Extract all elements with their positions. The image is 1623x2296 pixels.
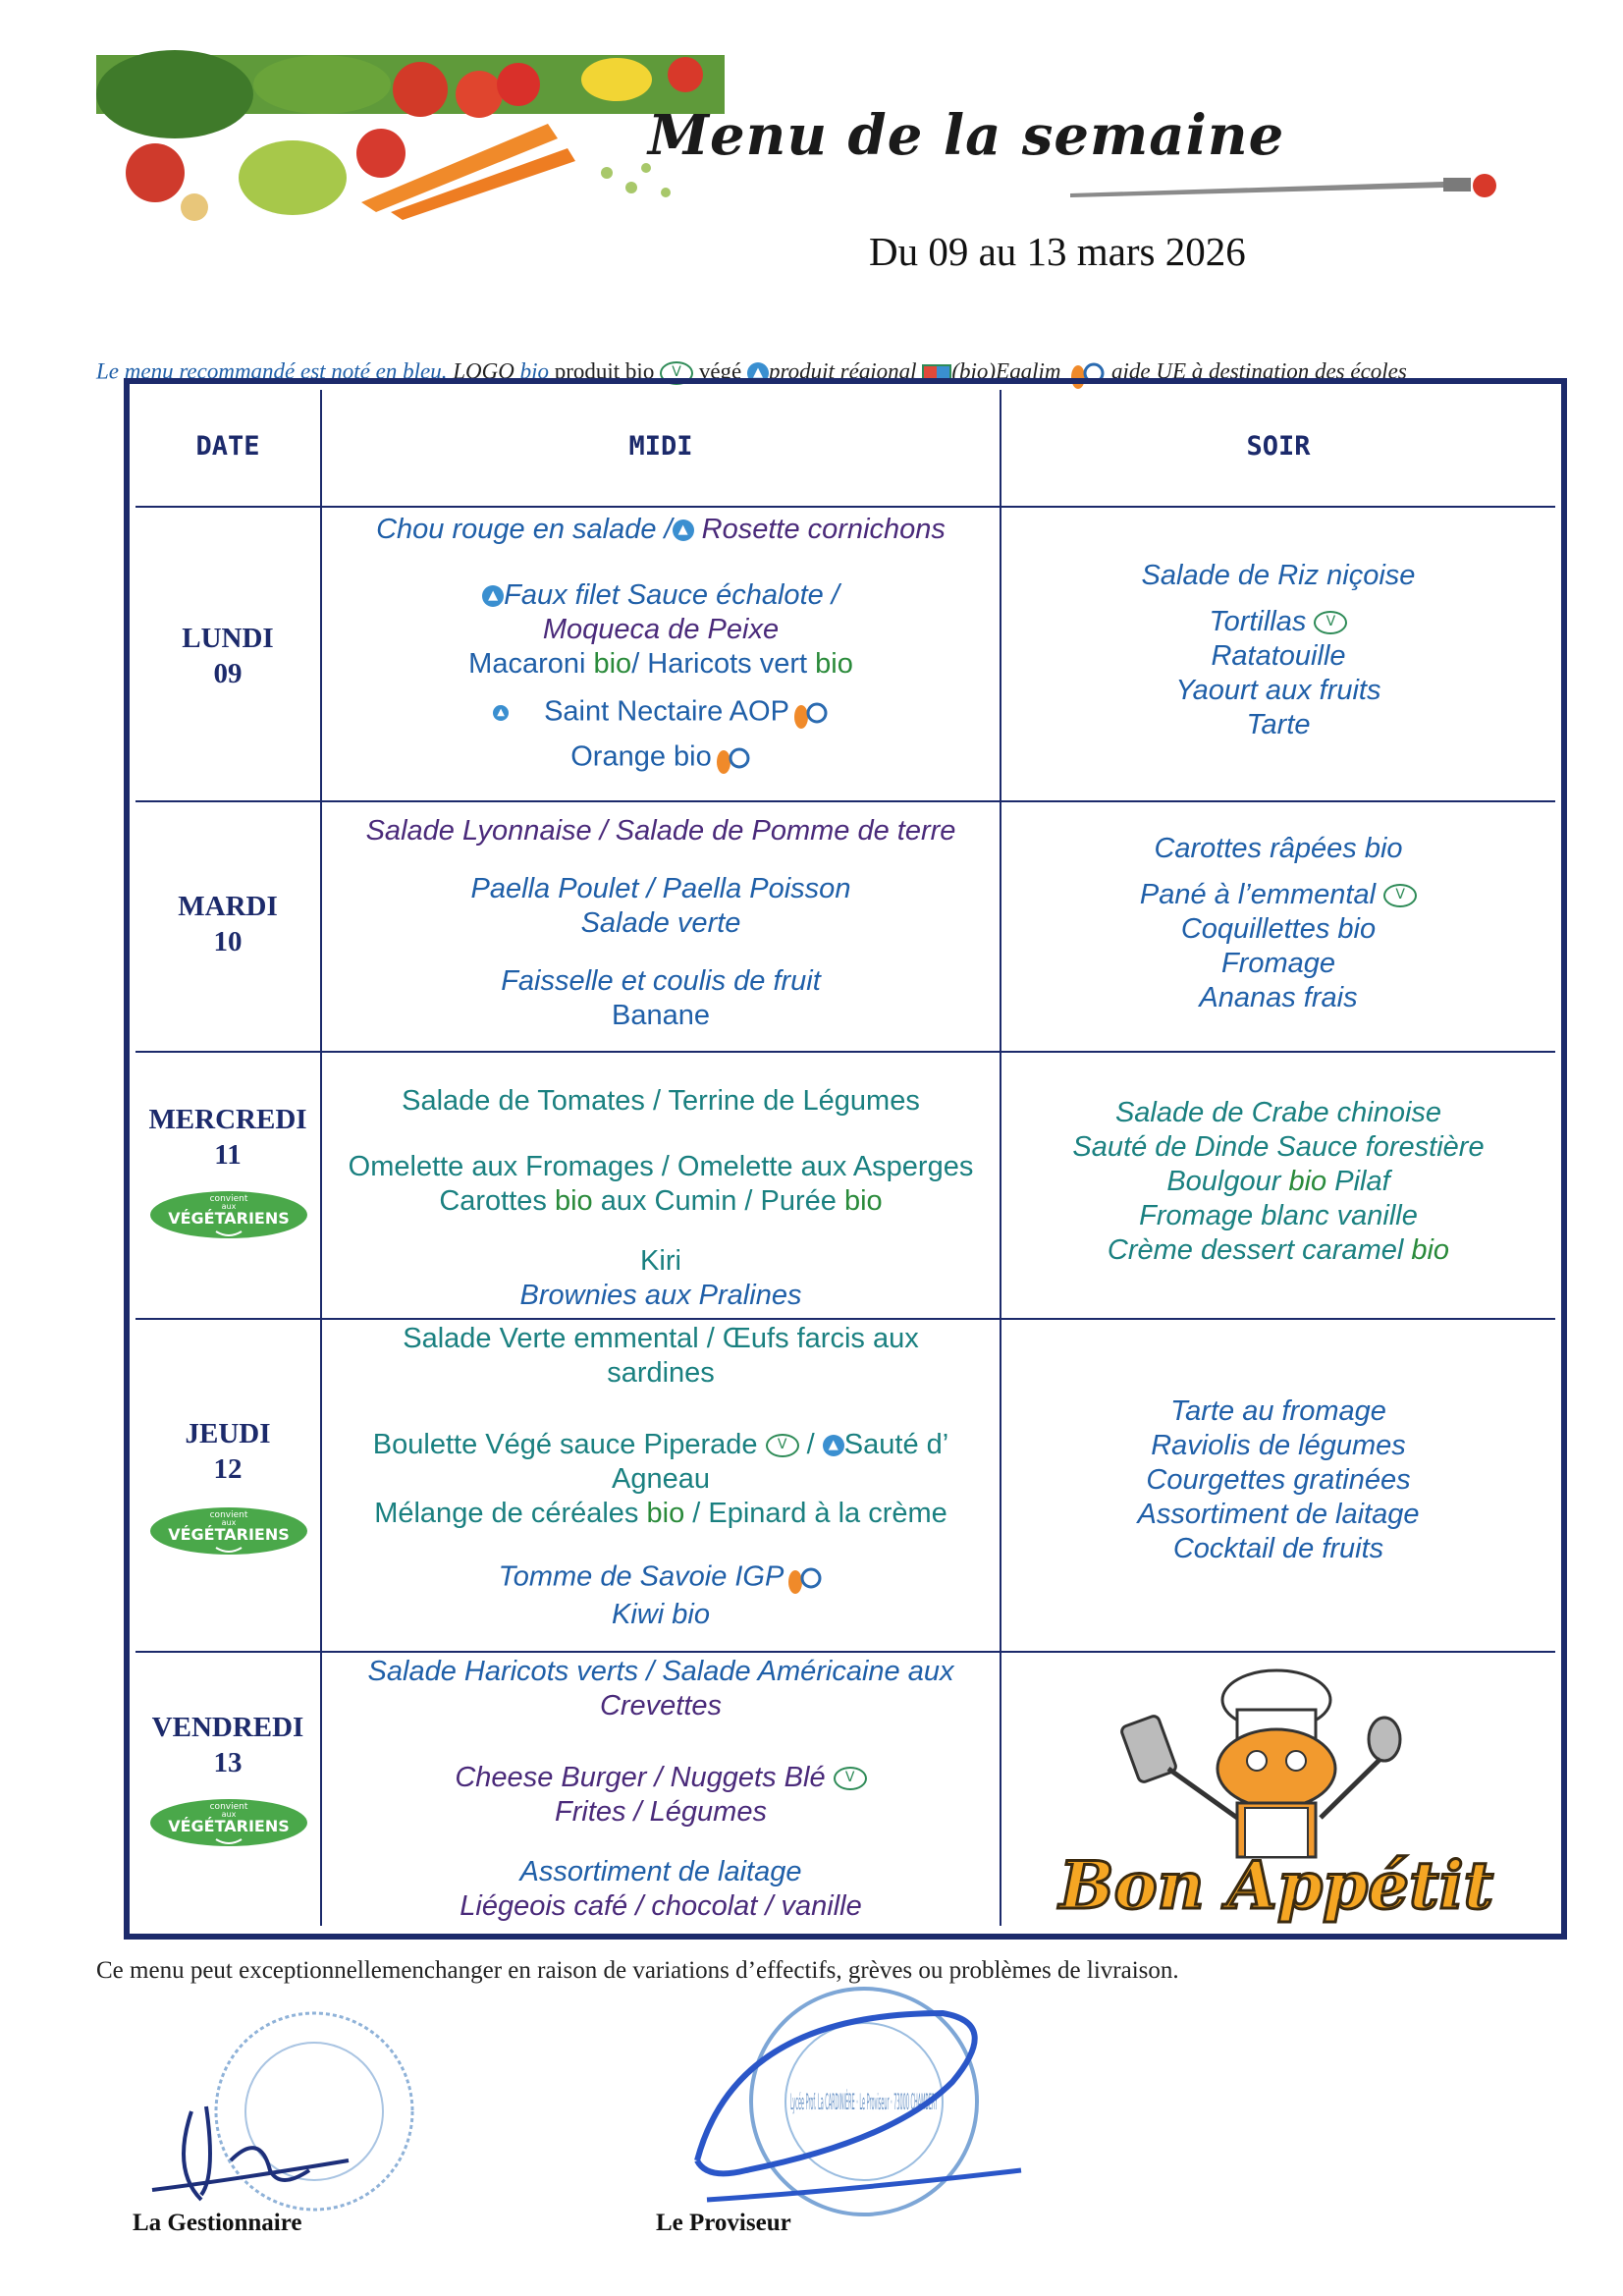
dish-dairy: Faisselle et coulis de fruit <box>501 965 821 997</box>
dish-part: Faux filet Sauce échalote / <box>504 579 839 611</box>
vege-logo-main: VÉGÉTARIENS <box>168 1209 290 1228</box>
dish-dairy: Fromage <box>1220 948 1336 979</box>
bio-tag: bio <box>843 1185 883 1217</box>
regional-product-icon: ▲ <box>493 705 509 721</box>
dish-side: Ratatouille <box>1211 640 1346 672</box>
dish-dessert: Ananas frais <box>1199 982 1358 1013</box>
dish-part: Rosette cornichons <box>693 514 946 545</box>
header-soir-cell <box>1001 390 1555 506</box>
table-row-lundi <box>135 508 1555 802</box>
vegetarian-logo-image <box>147 1188 310 1241</box>
dish-part: Boulette Végé sauce Piperade <box>372 1429 766 1460</box>
legend-logo: LOGO <box>453 358 514 384</box>
soir-cell <box>1001 1053 1555 1318</box>
dish-side: Salade verte <box>580 907 741 939</box>
date-cell <box>135 1053 322 1318</box>
dish-side: Courgettes gratinées <box>1146 1464 1411 1496</box>
date-cell <box>135 1320 322 1651</box>
dish-dairy: Fromage blanc vanille <box>1139 1200 1418 1231</box>
table-row-mardi <box>135 802 1555 1053</box>
day-number: 13 <box>213 1747 243 1778</box>
dish-main: Paella Poulet / Paella Poisson <box>470 873 851 904</box>
date-cell <box>135 802 322 1051</box>
header-midi-cell <box>322 390 1001 506</box>
table-row-jeudi <box>135 1320 1555 1653</box>
day-name: VENDREDI <box>151 1712 304 1743</box>
dish-dessert: Banane <box>612 1000 710 1031</box>
table-row-mercredi <box>135 1053 1555 1320</box>
vege-icon: V <box>1383 884 1417 907</box>
vege-logo-top: convient <box>209 1194 248 1204</box>
day-number: 12 <box>213 1453 243 1485</box>
regional-product-icon: ▲ <box>673 519 694 541</box>
dish-starter-cont: Crevettes <box>599 1690 723 1722</box>
dish-main <box>1001 605 1555 639</box>
vege-icon: V <box>1314 611 1347 634</box>
day-name: JEUDI <box>185 1418 271 1449</box>
legend-recommended: Le menu recommandé est noté en bleu. <box>96 358 448 384</box>
legend-vege: végé <box>698 358 742 384</box>
vege-icon: V <box>660 361 693 385</box>
dish-part: Tomme de Savoie IGP <box>498 1560 784 1593</box>
day-number: 10 <box>213 926 243 957</box>
midi-cell <box>322 1320 1001 1651</box>
header-date-cell <box>135 390 322 506</box>
dish-part: Carottes <box>439 1185 555 1217</box>
dish-starter: Salade de Riz niçoise <box>1141 560 1416 591</box>
dish-cheese <box>322 693 1000 733</box>
dish-starter: Carottes râpées bio <box>1154 833 1403 864</box>
vegetables-banner-image <box>96 55 725 222</box>
legend-egalim: (bio)Egalim <box>951 358 1061 384</box>
bio-tag: bio <box>593 648 632 680</box>
day-name: MARDI <box>178 891 278 922</box>
dish-dairy: Assortiment de laitage <box>519 1856 802 1887</box>
dish-side <box>322 1497 1000 1531</box>
vege-logo-mid: aux <box>221 1202 237 1211</box>
vegetarian-logo-image <box>147 1796 310 1849</box>
soir-cell <box>1001 1653 1555 1926</box>
eu-aid-icon <box>789 693 829 733</box>
bio-tag: bio <box>554 1185 593 1217</box>
dish-main-alt: Moqueca de Peixe <box>542 614 780 645</box>
dish-part: / Haricots vert <box>631 648 816 680</box>
dish-part: Pané à l’emmental <box>1139 879 1377 910</box>
stamp-image <box>668 1964 1446 2229</box>
dish-side <box>322 1184 1000 1219</box>
dish-starter <box>322 513 1000 547</box>
dish-main <box>1001 878 1555 912</box>
eu-aid-icon <box>712 738 751 778</box>
dish-part: Macaroni <box>468 648 594 680</box>
day-number: 11 <box>214 1139 242 1171</box>
dish-part: Sauté d’ <box>843 1429 949 1460</box>
dish-starter: Tarte au fromage <box>1170 1395 1386 1427</box>
regional-product-icon: ▲ <box>482 585 504 607</box>
dish-dessert <box>1001 1233 1555 1268</box>
week-dates: Du 09 au 13 mars 2026 <box>869 229 1246 274</box>
vege-icon: V <box>766 1434 799 1457</box>
dish-starter: Salade Lyonnaise / Salade de Pomme de terre <box>365 815 956 847</box>
dish-dairy: Assortiment de laitage <box>1137 1499 1420 1530</box>
vege-logo-main: VÉGÉTARIENS <box>168 1817 290 1835</box>
dish-part: Tortillas <box>1209 606 1307 637</box>
dish-main-cont: Agneau <box>612 1463 710 1495</box>
dish-dairy: Yaourt aux fruits <box>1175 675 1381 706</box>
dish-side <box>322 647 1000 682</box>
stamp-text: Lycée Prof. La CARDINIÈRE · Le Proviseur · 73000 CHAMBERY <box>790 2091 1446 2115</box>
date-cell <box>135 508 322 800</box>
dish-starter: Salade Haricots verts / Salade Américaine aux <box>367 1656 954 1687</box>
legend-bio-product: produit bio <box>554 358 655 384</box>
dish-part: Orange bio <box>570 740 712 773</box>
dish-main: Raviolis de légumes <box>1151 1430 1406 1461</box>
day-name: LUNDI <box>182 623 274 654</box>
dish-starter: Salade de Tomates / Terrine de Légumes <box>402 1085 920 1117</box>
dish-part: Boulgour <box>1166 1166 1289 1197</box>
midi-cell <box>322 802 1001 1051</box>
midi-cell <box>322 1653 1001 1926</box>
regional-product-icon: ▲ <box>747 362 769 384</box>
dish-side <box>1001 1165 1555 1199</box>
page-title: Menu de la semaine <box>648 103 1285 168</box>
soir-cell <box>1001 802 1555 1051</box>
eu-aid-icon <box>784 1558 823 1598</box>
dish-starter: Salade Verte emmental / Œufs farcis aux <box>403 1323 919 1354</box>
dish-side: Coquillettes bio <box>1180 913 1377 945</box>
bio-tag: bio <box>1411 1234 1450 1266</box>
bio-tag: bio <box>815 648 853 680</box>
dish-main: Sauté de Dinde Sauce forestière <box>1072 1131 1485 1163</box>
dish-part: Chou rouge en salade / <box>376 514 673 545</box>
dish-dessert: Kiwi bio <box>612 1599 710 1630</box>
fork-icon <box>1070 172 1502 201</box>
midi-cell <box>322 508 1001 800</box>
legend-eu-aid: aide UE à destination des écoles <box>1110 358 1407 384</box>
dish-dessert: Tarte <box>1246 709 1311 740</box>
day-name: MERCREDI <box>148 1104 307 1135</box>
vege-logo-main: VÉGÉTARIENS <box>168 1525 290 1544</box>
bio-tag: bio <box>1288 1166 1327 1197</box>
disclaimer-notice: Ce menu peut exceptionnellemenchanger en raison de variations d’effectifs, grèves ou problèmes de livraison. <box>96 1957 1179 1984</box>
dish-main <box>322 1761 1000 1795</box>
dish-starter-cont: sardines <box>607 1357 715 1389</box>
vege-logo-top: convient <box>209 1802 248 1812</box>
dish-part: Mélange de céréales <box>374 1498 647 1529</box>
dish-cheese <box>322 1558 1000 1598</box>
vege-icon: V <box>834 1767 867 1790</box>
dish-side: Frites / Légumes <box>555 1796 767 1828</box>
dish-dessert: Liégeois café / chocolat / vanille <box>460 1890 862 1922</box>
vegetarian-logo-image <box>147 1504 310 1558</box>
signature-proviseur-label: Le Proviseur <box>656 2210 791 2236</box>
signature-image <box>93 2082 378 2210</box>
vege-logo-top: convient <box>209 1510 248 1520</box>
day-number: 09 <box>213 658 243 689</box>
header-date: DATE <box>195 431 260 462</box>
signature-gestionnaire-label: La Gestionnaire <box>133 2210 302 2236</box>
regional-product-icon: ▲ <box>823 1435 844 1456</box>
dish-dessert: Cocktail de fruits <box>1172 1533 1384 1564</box>
dish-part: Saint Nectaire AOP <box>544 695 789 728</box>
soir-cell <box>1001 1320 1555 1651</box>
vege-logo-mid: aux <box>221 1518 237 1527</box>
table-header-row <box>135 390 1555 508</box>
dish-part: Cheese Burger / Nuggets Blé <box>455 1762 826 1793</box>
bon-appetit-label: Bon Appétit <box>1058 1847 1494 1924</box>
dish-part: / <box>798 1429 823 1460</box>
legend-bio-word: bio <box>519 358 549 384</box>
header-soir: SOIR <box>1246 431 1311 462</box>
dish-part: / Epinard à la crème <box>684 1498 947 1529</box>
table-row-vendredi <box>135 1653 1555 1926</box>
dish-main <box>322 578 1000 613</box>
garfield-chef-image <box>1058 1661 1494 1924</box>
dish-dairy: Kiri <box>640 1245 681 1277</box>
legend-regional: produit régional <box>769 358 917 384</box>
dish-part: Pilaf <box>1326 1166 1390 1197</box>
soir-cell <box>1001 508 1555 800</box>
dish-part: Crème dessert caramel <box>1107 1234 1412 1266</box>
dish-main <box>322 1428 1000 1462</box>
bio-tag: bio <box>646 1498 685 1529</box>
dish-starter: Salade de Crabe chinoise <box>1114 1097 1442 1128</box>
midi-cell <box>322 1053 1001 1318</box>
dish-main: Omelette aux Fromages / Omelette aux Asperges <box>348 1151 974 1182</box>
header-midi: MIDI <box>628 431 693 462</box>
vege-logo-mid: aux <box>221 1810 237 1819</box>
dish-dessert: Brownies aux Pralines <box>519 1280 802 1311</box>
date-cell <box>135 1653 322 1926</box>
dish-part: aux Cumin / Purée <box>592 1185 844 1217</box>
dish-dessert <box>322 738 1000 778</box>
